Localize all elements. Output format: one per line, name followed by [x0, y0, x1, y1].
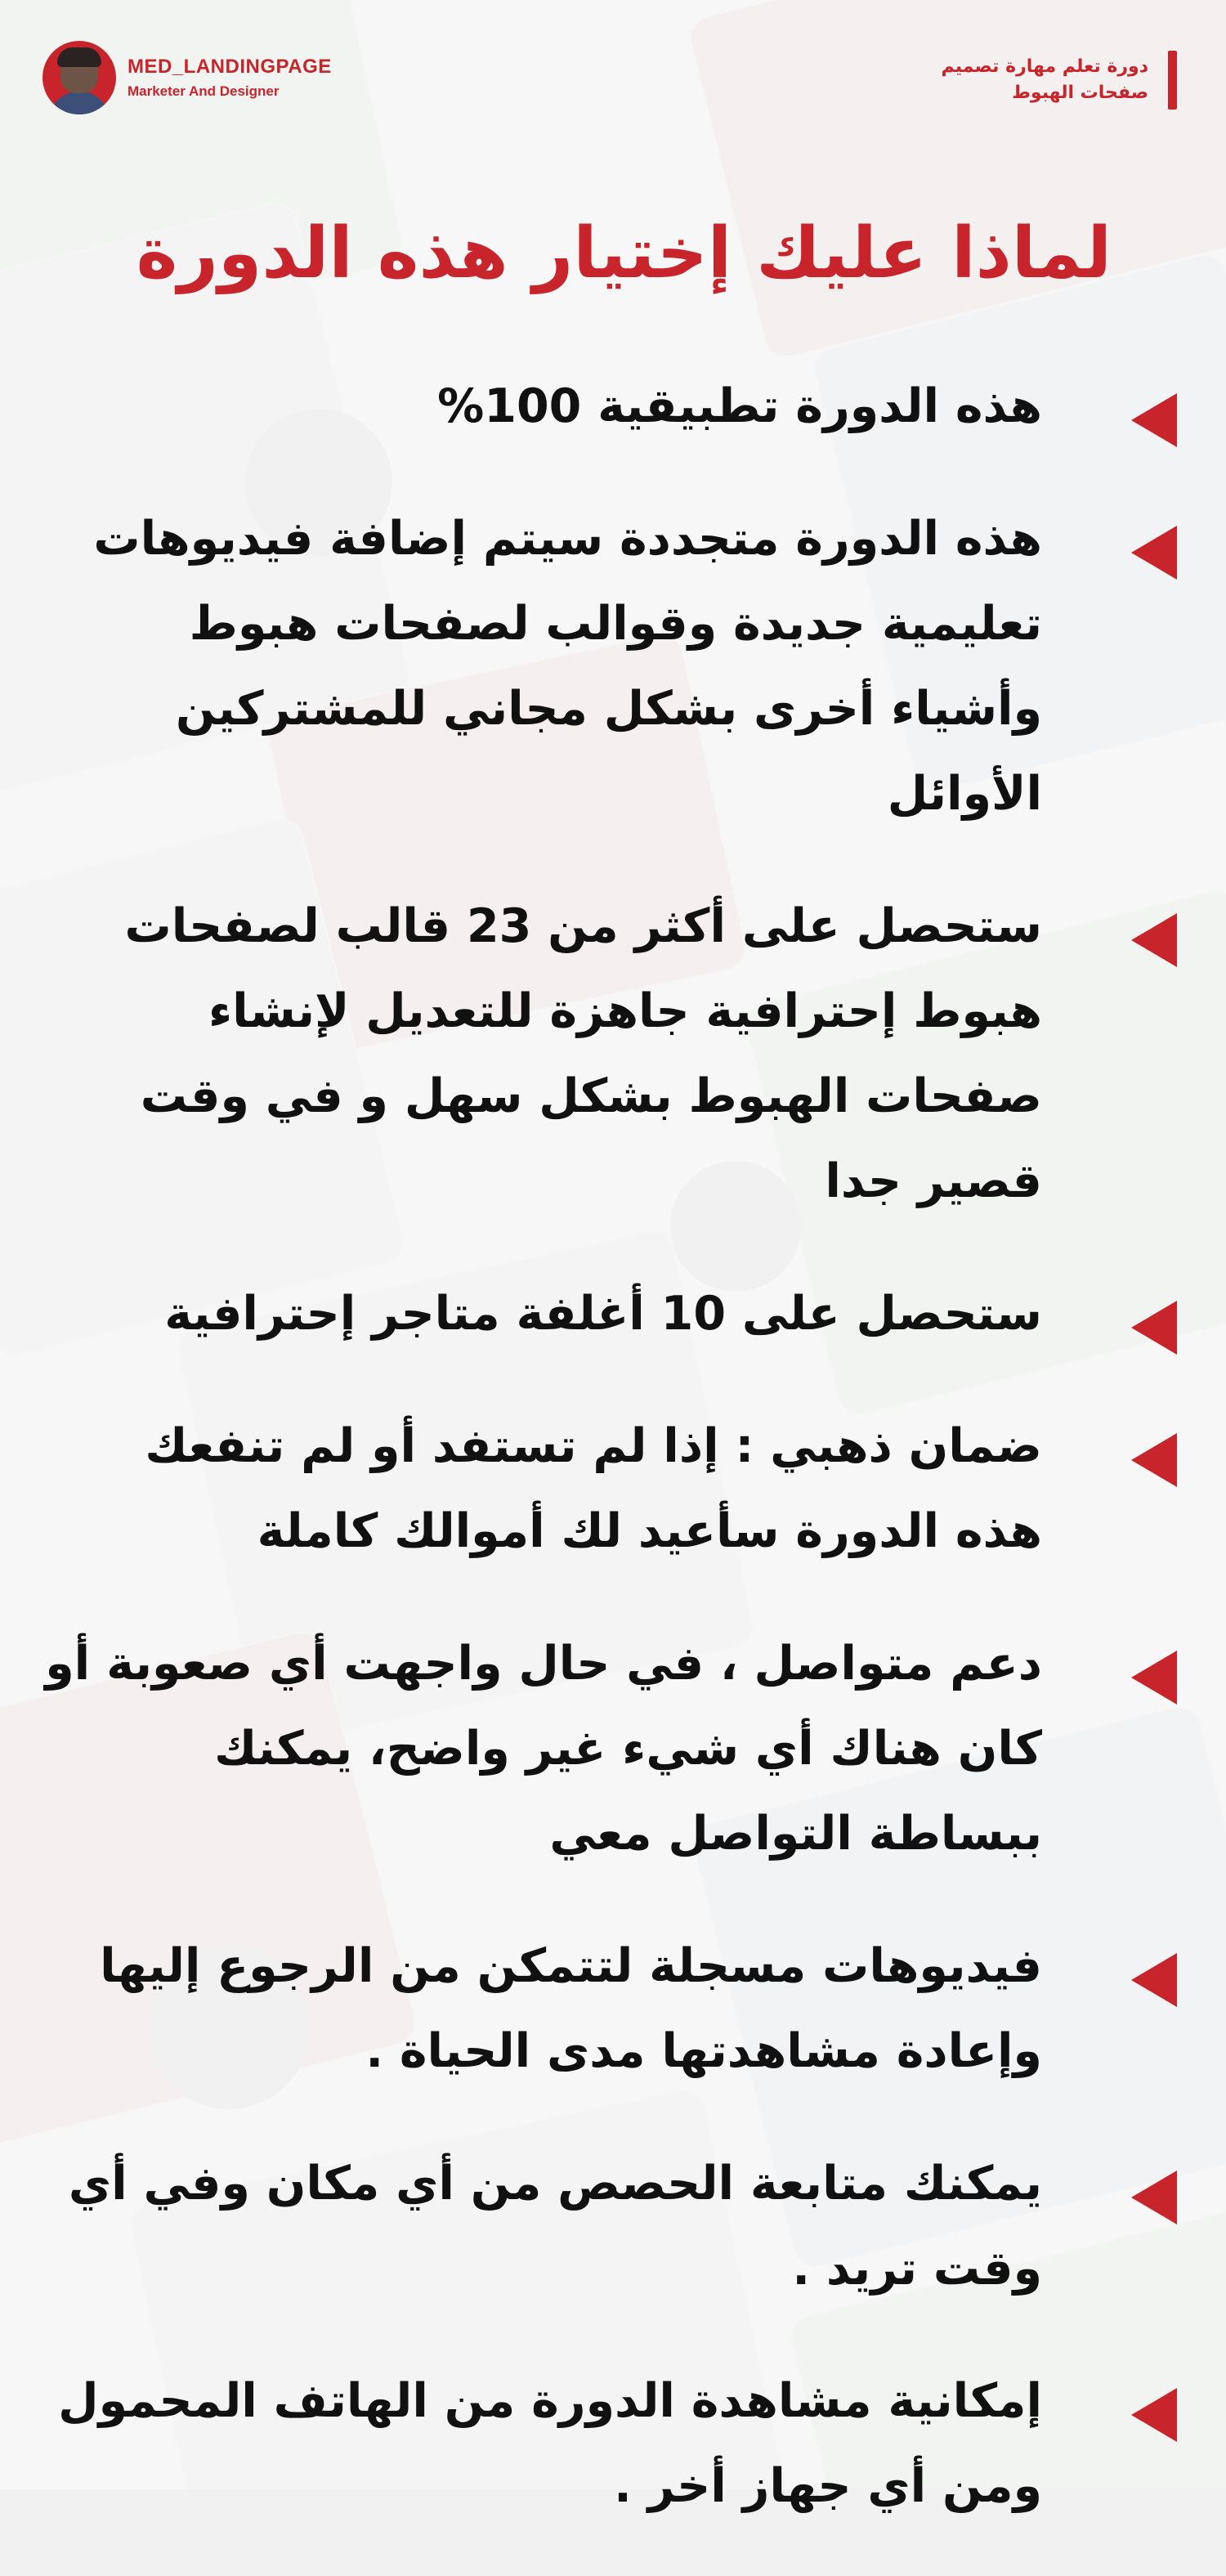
triangle-bullet-icon	[1131, 526, 1177, 580]
brand-tagline: Marketer And Designer	[128, 83, 280, 99]
feature-text: ستحصل على 10 أغلفة متاجر إحترافية	[164, 1287, 1042, 1341]
brand-text	[128, 56, 332, 100]
brand-block	[43, 41, 332, 114]
triangle-bullet-icon	[1131, 1433, 1177, 1487]
avatar	[43, 41, 116, 114]
triangle-bullet-icon	[1131, 2171, 1177, 2224]
course-label	[942, 51, 1177, 110]
course-label-text	[942, 54, 1148, 106]
feature-item	[45, 2141, 1177, 2311]
feature-item	[45, 2359, 1177, 2529]
triangle-bullet-icon	[1131, 393, 1177, 447]
feature-item	[45, 1621, 1177, 1876]
feature-text: دعم متواصل ، في حال واجهت أي صعوبة أو كان هناك أي شيء غير واضح، يمكنك ببساطة التواصل معي	[45, 1637, 1042, 1861]
feature-item	[45, 364, 1177, 449]
triangle-bullet-icon	[1131, 1301, 1177, 1355]
feature-text: هذه الدورة متجددة سيتم إضافة فيديوهات تعليمية جديدة وقوالب لصفحات هبوط وأشياء أخرى بشكل مجاني للمشتركين الأوائل	[93, 512, 1042, 821]
feature-item	[45, 1271, 1177, 1356]
feature-item	[45, 1404, 1177, 1574]
feature-text: ضمان ذهبي : إذا لم تستفد أو لم تنفعك هذه الدورة سأعيد لك أموالك كاملة	[145, 1419, 1042, 1558]
brand-name: MED_LANDINGPAGE	[128, 56, 332, 78]
header	[0, 0, 1226, 164]
course-label-line1: دورة تعلم مهارة تصميم	[941, 56, 1148, 77]
feature-item	[45, 1924, 1177, 2094]
feature-item	[45, 884, 1177, 1224]
course-label-line2: صفحات الهبوط	[1012, 83, 1148, 103]
features-list	[45, 364, 1177, 2576]
triangle-bullet-icon	[1131, 1953, 1177, 2007]
page-title: لماذا عليك إختيار هذه الدورة	[136, 213, 1112, 294]
feature-text: يمكنك متابعة الحصص من أي مكان وفي أي وقت تريد .	[68, 2157, 1042, 2296]
feature-text: إمكانية مشاهدة الدورة من الهاتف المحمول ومن أي جهاز أخر .	[58, 2374, 1042, 2513]
triangle-bullet-icon	[1131, 1651, 1177, 1705]
feature-item	[45, 496, 1177, 836]
feature-text: ستحصل على أكثر من 23 قالب لصفحات هبوط إحترافية جاهزة للتعديل لإنشاء صفحات الهبوط بشكل سهل و في وقت قصير جدا	[124, 899, 1042, 1208]
triangle-bullet-icon	[1131, 2388, 1177, 2442]
feature-text: فيديوهات مسجلة لتتمكن من الرجوع إليها وإعادة مشاهدتها مدى الحياة .	[100, 1939, 1042, 2078]
feature-text: هذه الدورة تطبيقية 100%	[437, 379, 1042, 433]
course-accent-bar	[1168, 51, 1177, 110]
triangle-bullet-icon	[1131, 913, 1177, 967]
